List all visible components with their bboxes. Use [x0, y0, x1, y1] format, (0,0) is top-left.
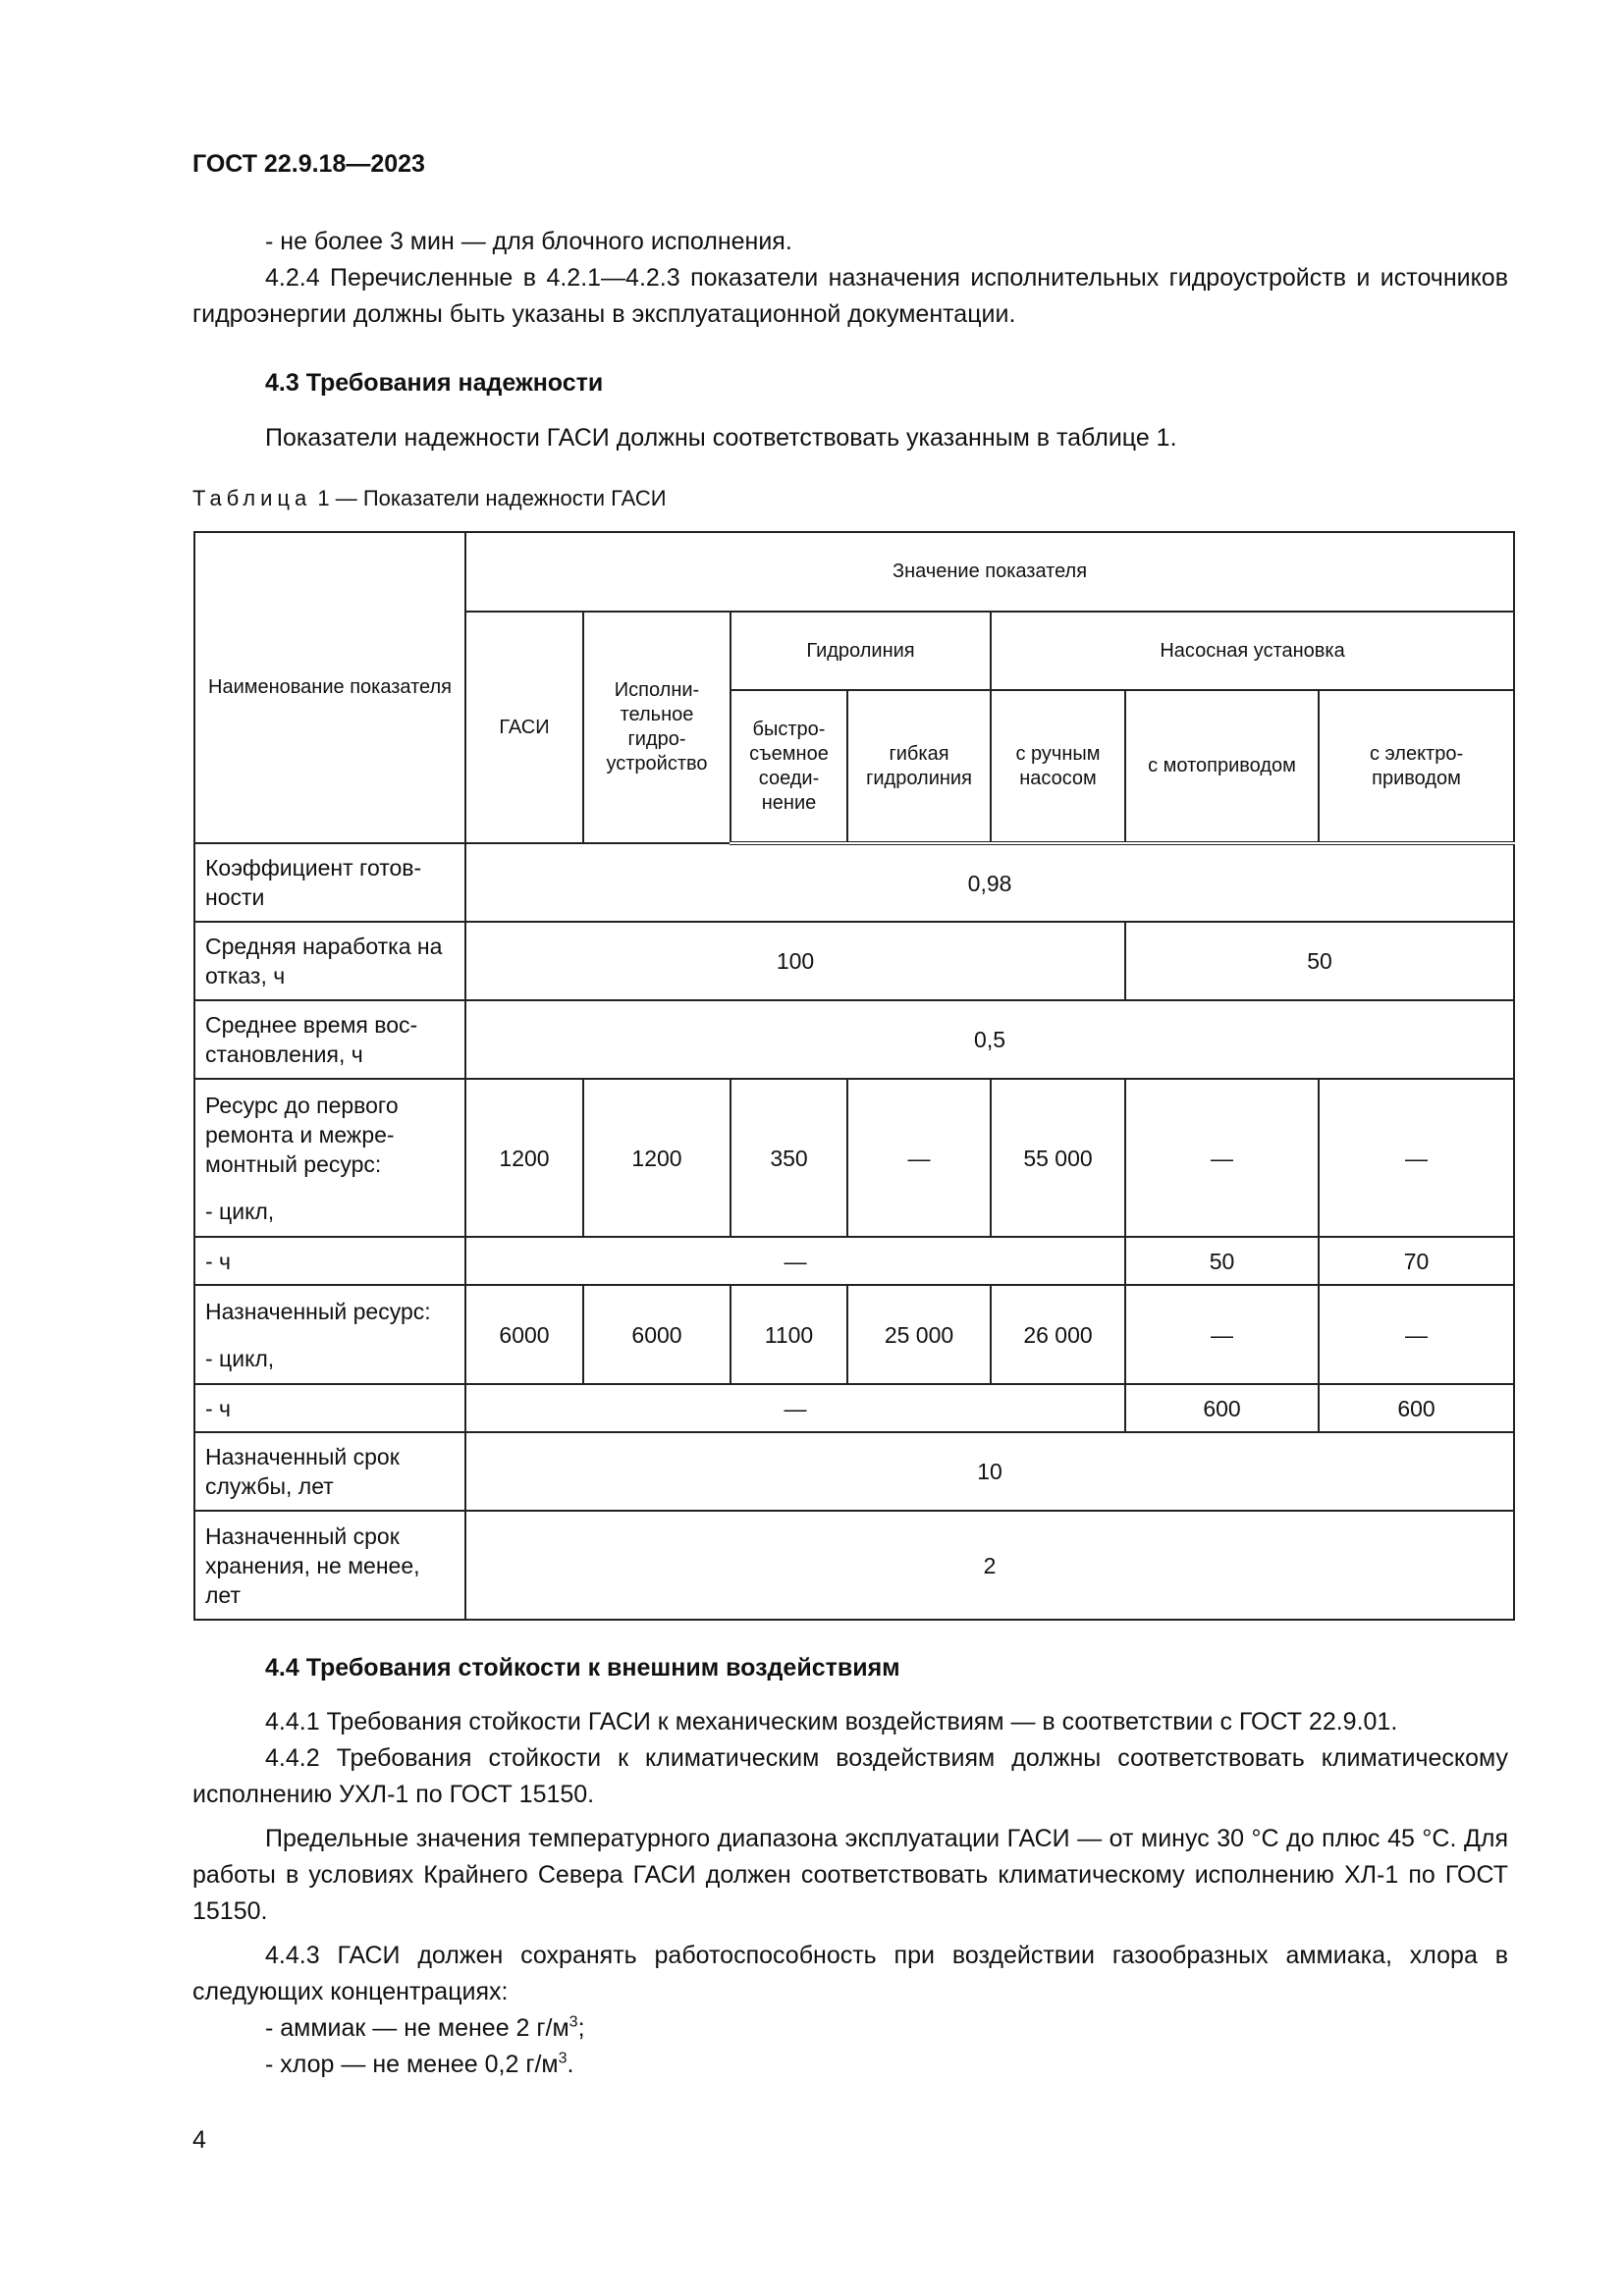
header-electric-drive: с электро-приводом [1319, 690, 1514, 843]
header-manual-pump: с ручным насосом [991, 690, 1125, 843]
chlorine-end: . [567, 2051, 574, 2078]
list-item-block-time: - не более 3 мин — для блочного исполнения. [265, 228, 792, 255]
value-service-life: 10 [465, 1432, 1514, 1511]
ammonia-text: - аммиак — не менее 2 г/м [265, 2014, 569, 2042]
paragraph-temperature: Предельные значения температурного диапазона эксплуатации ГАСИ — от минус 30 °С до плюс 45 °С. Для работы в условиях Крайнего Севера ГАСИ должен соответствовать климатическому исполнению ХЛ-1 по ГОСТ 15150. [192, 1825, 1508, 1925]
table-row [194, 843, 1514, 922]
ammonia-end: ; [577, 2014, 585, 2042]
assigned-hour-electric: 600 [1319, 1384, 1514, 1432]
resource-hour-motor: 50 [1125, 1237, 1319, 1285]
document-code: ГОСТ 22.9.18—2023 [192, 150, 425, 178]
table-row [194, 1511, 1514, 1620]
assigned-cycle-flexible: 25 000 [847, 1285, 991, 1384]
table-row [194, 1285, 1514, 1384]
paragraph-4-4-3: 4.4.3 ГАСИ должен сохранять работоспособность при воздействии газообразных аммиака, хлора в следующих концентрациях: [192, 1942, 1508, 2005]
paragraph-4-4-1: 4.4.1 Требования стойкости ГАСИ к механическим воздействиям — в соответствии с ГОСТ 22.9.01. [265, 1708, 1398, 1735]
resource-cycle-label: - цикл, [205, 1198, 275, 1224]
resource-cycle-quick: 350 [731, 1079, 847, 1237]
chlorine-unit-power: 3 [558, 2050, 568, 2067]
row-label-mttr: Среднее время вос-становления, ч [194, 1000, 465, 1079]
assigned-cycle-motor: — [1125, 1285, 1319, 1384]
list-item-ammonia [192, 2010, 1508, 2047]
paragraph-4-3-text: Показатели надежности ГАСИ должны соответствовать указанным в таблице 1. [265, 424, 1177, 452]
header-quick-coupling: быстро-съемное соеди-нение [731, 690, 847, 843]
chlorine-text: - хлор — не менее 0,2 г/м [265, 2051, 559, 2078]
assigned-hour-label: - ч [194, 1384, 465, 1432]
value-mtbf-pumps: 50 [1125, 922, 1514, 1000]
header-actuator: Исполни-тельное гидро-устройство [583, 612, 731, 843]
resource-cycle-manual: 55 000 [991, 1079, 1125, 1237]
resource-cycle-gasi: 1200 [465, 1079, 583, 1237]
table-row [194, 1384, 1514, 1432]
resource-hour-dash: — [465, 1237, 1125, 1285]
intro-block [192, 224, 1508, 333]
assigned-hour-dash: — [465, 1384, 1125, 1432]
assigned-name: Назначенный ресурс: [205, 1298, 431, 1324]
header-indicator-value: Значение показателя [465, 532, 1514, 612]
assigned-cycle-actuator: 6000 [583, 1285, 731, 1384]
section-4-3 [192, 365, 1508, 456]
value-mtbf-main: 100 [465, 922, 1125, 1000]
assigned-cycle-label: - цикл, [205, 1345, 275, 1371]
section-title-4-4: 4.4 Требования стойкости к внешним воздействиям [265, 1654, 900, 1682]
assigned-cycle-electric: — [1319, 1285, 1514, 1384]
header-pump-unit: Насосная установка [991, 612, 1514, 690]
value-storage-life: 2 [465, 1511, 1514, 1620]
resource-cycle-electric: — [1319, 1079, 1514, 1237]
assigned-hour-motor: 600 [1125, 1384, 1319, 1432]
resource-cycle-flexible: — [847, 1079, 991, 1237]
row-label-mtbf: Средняя наработка на отказ, ч [194, 922, 465, 1000]
section-title-4-3: 4.3 Требования надежности [265, 369, 604, 397]
resource-cycle-motor: — [1125, 1079, 1319, 1237]
resource-cycle-actuator: 1200 [583, 1079, 731, 1237]
table-caption [192, 484, 667, 513]
reliability-table [193, 531, 1515, 1621]
row-label-resource [194, 1079, 465, 1237]
header-motor-drive: с мотоприводом [1125, 690, 1319, 843]
header-flexible-hydroline: гибкая гидролиния [847, 690, 991, 843]
assigned-cycle-manual: 26 000 [991, 1285, 1125, 1384]
header-indicator-name: Наименование показателя [194, 532, 465, 843]
resource-hour-label: - ч [194, 1237, 465, 1285]
assigned-cycle-quick: 1100 [731, 1285, 847, 1384]
paragraph-4-2-4: 4.2.4 Перечисленные в 4.2.1—4.2.3 показатели назначения исполнительных гидроустройств и источников гидроэнергии должны быть указаны в эксплуатационной документации. [192, 264, 1508, 328]
table-row [194, 1237, 1514, 1285]
list-item-chlorine [192, 2047, 1508, 2083]
resource-name: Ресурс до первого ремонта и межре-монтный ресурс: [205, 1092, 399, 1177]
header-gasi: ГАСИ [465, 612, 583, 843]
resource-hour-electric: 70 [1319, 1237, 1514, 1285]
assigned-cycle-gasi: 6000 [465, 1285, 583, 1384]
table-row [194, 1000, 1514, 1079]
ammonia-unit-power: 3 [568, 2013, 578, 2031]
row-label-assigned [194, 1285, 465, 1384]
row-label-storage-life: Назначенный срок хранения, не менее, лет [194, 1511, 465, 1620]
table-row [194, 922, 1514, 1000]
section-4-4 [192, 1650, 1508, 2083]
table-row [194, 1432, 1514, 1511]
row-label-service-life: Назначенный срок службы, лет [194, 1432, 465, 1511]
value-mttr: 0,5 [465, 1000, 1514, 1079]
page-number: 4 [192, 2126, 206, 2154]
value-availability: 0,98 [465, 843, 1514, 922]
table-row [194, 1079, 1514, 1237]
row-label-availability: Коэффициент готов-ности [194, 843, 465, 922]
paragraph-4-4-2: 4.4.2 Требования стойкости к климатическим воздействиям должны соответствовать климатическому исполнению УХЛ-1 по ГОСТ 15150. [192, 1744, 1508, 1808]
table-caption-text: 1 — Показатели надежности ГАСИ [311, 486, 667, 510]
table-caption-word: Таблица [192, 486, 312, 510]
header-hydroline: Гидролиния [731, 612, 991, 690]
